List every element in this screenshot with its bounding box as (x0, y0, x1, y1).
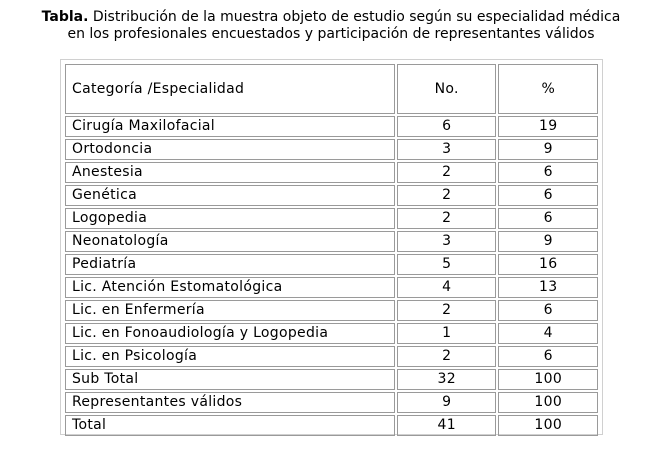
cell-percent: 6 (498, 346, 598, 367)
table-row (65, 139, 598, 160)
table-row (65, 300, 598, 321)
cell-category: Lic. en Fonoaudiología y Logopedia (65, 323, 395, 344)
cell-no: 2 (397, 346, 497, 367)
cell-category: Sub Total (65, 369, 395, 390)
header-category: Categoría /Especialidad (65, 64, 395, 114)
cell-category: Representantes válidos (65, 392, 395, 413)
caption-label: Tabla. (41, 9, 89, 25)
cell-percent: 4 (498, 323, 598, 344)
cell-no: 5 (397, 254, 497, 275)
cell-category: Total (65, 415, 395, 436)
table-row (65, 323, 598, 344)
cell-percent: 9 (498, 231, 598, 252)
cell-no: 2 (397, 300, 497, 321)
cell-percent: 100 (498, 369, 598, 390)
caption-line-1 (0, 9, 662, 26)
cell-category: Lic. en Enfermería (65, 300, 395, 321)
table-row (65, 277, 598, 298)
cell-percent: 100 (498, 415, 598, 436)
table-row (65, 208, 598, 229)
cell-percent: 6 (498, 162, 598, 183)
cell-no: 32 (397, 369, 497, 390)
cell-no: 3 (397, 231, 497, 252)
table-row (65, 392, 598, 413)
header-percent: % (498, 64, 598, 114)
specialty-table (63, 62, 600, 438)
table-row (65, 231, 598, 252)
cell-category: Genética (65, 185, 395, 206)
cell-category: Pediatría (65, 254, 395, 275)
cell-no: 41 (397, 415, 497, 436)
cell-no: 1 (397, 323, 497, 344)
cell-percent: 6 (498, 185, 598, 206)
table-row (65, 162, 598, 183)
table-frame (60, 59, 603, 435)
cell-no: 4 (397, 277, 497, 298)
cell-percent: 13 (498, 277, 598, 298)
cell-category: Lic. Atención Estomatológica (65, 277, 395, 298)
cell-percent: 100 (498, 392, 598, 413)
table-row (65, 346, 598, 367)
cell-percent: 19 (498, 116, 598, 137)
header-no: No. (397, 64, 497, 114)
cell-no: 9 (397, 392, 497, 413)
cell-percent: 16 (498, 254, 598, 275)
table-row (65, 415, 598, 436)
cell-no: 6 (397, 116, 497, 137)
cell-category: Ortodoncia (65, 139, 395, 160)
table-row (65, 185, 598, 206)
table-caption (0, 9, 662, 43)
table-row (65, 369, 598, 390)
cell-no: 3 (397, 139, 497, 160)
caption-line-2: en los profesionales encuestados y participación de representantes válidos (67, 26, 595, 42)
cell-no: 2 (397, 162, 497, 183)
cell-category: Neonatología (65, 231, 395, 252)
table-row (65, 254, 598, 275)
cell-no: 2 (397, 208, 497, 229)
cell-category: Anestesia (65, 162, 395, 183)
cell-percent: 6 (498, 208, 598, 229)
header-row (65, 64, 598, 114)
table-row (65, 116, 598, 137)
cell-category: Logopedia (65, 208, 395, 229)
caption-text-1: Distribución de la muestra objeto de estudio según su especialidad médica (92, 9, 621, 25)
cell-category: Lic. en Psicología (65, 346, 395, 367)
table-body (65, 64, 598, 436)
cell-no: 2 (397, 185, 497, 206)
cell-category: Cirugía Maxilofacial (65, 116, 395, 137)
cell-percent: 6 (498, 300, 598, 321)
cell-percent: 9 (498, 139, 598, 160)
